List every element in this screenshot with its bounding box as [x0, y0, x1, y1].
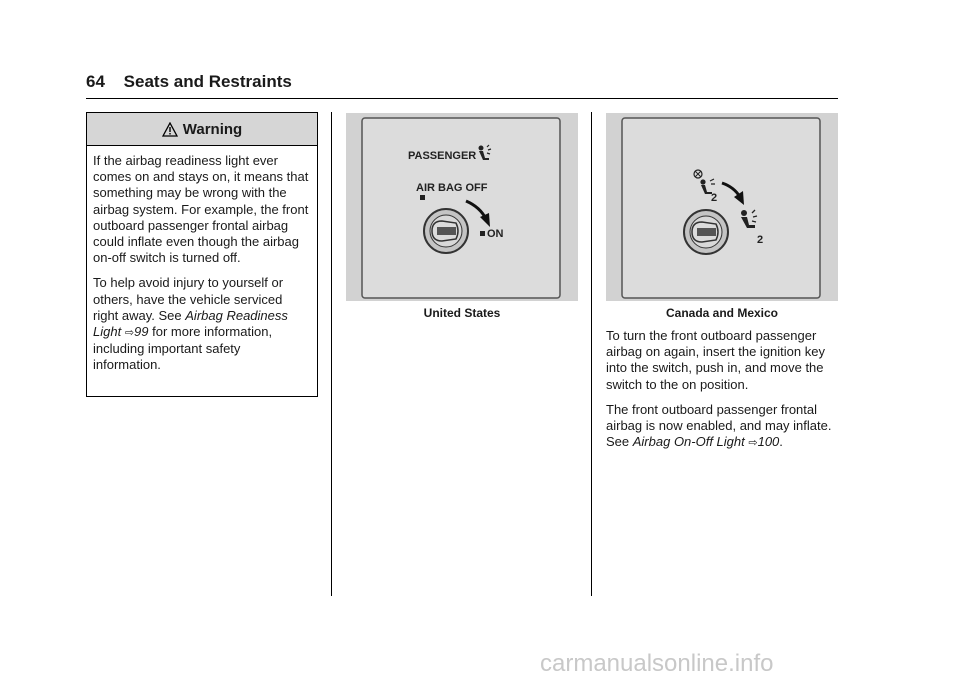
passenger-label: PASSENGER — [408, 150, 477, 162]
warning-header — [87, 113, 317, 146]
warning-paragraph-2-text: To help avoid injury to yourself or others, have the vehicle serviced right away. See — [93, 275, 284, 323]
warning-triangle-icon — [162, 122, 178, 137]
on-icon-number: 2 — [757, 234, 764, 246]
on-label: ON — [487, 228, 504, 240]
caption-united-states: United States — [423, 306, 501, 320]
warning-paragraph-2 — [93, 275, 311, 373]
warning-paragraph-2-end: for more information, including important safety information. — [93, 324, 273, 373]
page-number: 64 — [86, 72, 105, 91]
warning-box — [86, 112, 318, 397]
airbag-on-off-light-page[interactable]: 100 — [757, 434, 780, 450]
warning-title: Warning — [182, 120, 243, 138]
warning-body — [87, 146, 317, 374]
off-indicator-square — [420, 195, 425, 200]
air-bag-off-label: AIR BAG OFF — [416, 182, 488, 194]
body-text — [606, 328, 842, 460]
body-paragraph-1: To turn the front outboard passenger airbag on again, insert the ignition key into the switch, push in, and move the switch to the on position. — [606, 328, 825, 392]
key-switch — [424, 209, 468, 253]
section-title: Seats and Restraints — [123, 72, 292, 91]
warning-paragraph-1: If the airbag readiness light ever comes on and stays on, it means that something may be wrong with the airbag system. For example, the front outboard passenger frontal airbag could inflate even though the airbag on-off switch is turned off. — [93, 153, 309, 266]
off-icon-number: 2 — [711, 192, 718, 204]
airbag-readiness-light-page[interactable]: 99 — [134, 324, 149, 340]
page-header — [86, 72, 292, 92]
watermark: carmanualsonline.info — [540, 650, 774, 677]
page-ref-arrow-icon: ⇨ — [748, 437, 758, 450]
column-divider-left — [331, 112, 332, 596]
header-rule — [86, 98, 838, 99]
airbag-readiness-light-link[interactable]: Airbag Readiness Light — [93, 307, 288, 340]
caption-canada-mexico: Canada and Mexico — [665, 306, 779, 320]
body-paragraph-2 — [606, 402, 842, 452]
airbag-on-off-light-link[interactable]: Airbag On-Off Light — [632, 434, 745, 450]
figure-canada-mexico — [606, 113, 838, 301]
body-paragraph-2-text: The front outboard passenger frontal airbag is now enabled, and may inflate. See — [606, 401, 832, 450]
page-ref-arrow-icon: ⇨ — [124, 327, 135, 340]
on-indicator-square — [480, 231, 485, 236]
body-paragraph-2-end: . — [779, 434, 783, 450]
figure-united-states — [346, 113, 578, 301]
column-divider-right — [591, 112, 592, 596]
key-switch — [684, 210, 728, 254]
